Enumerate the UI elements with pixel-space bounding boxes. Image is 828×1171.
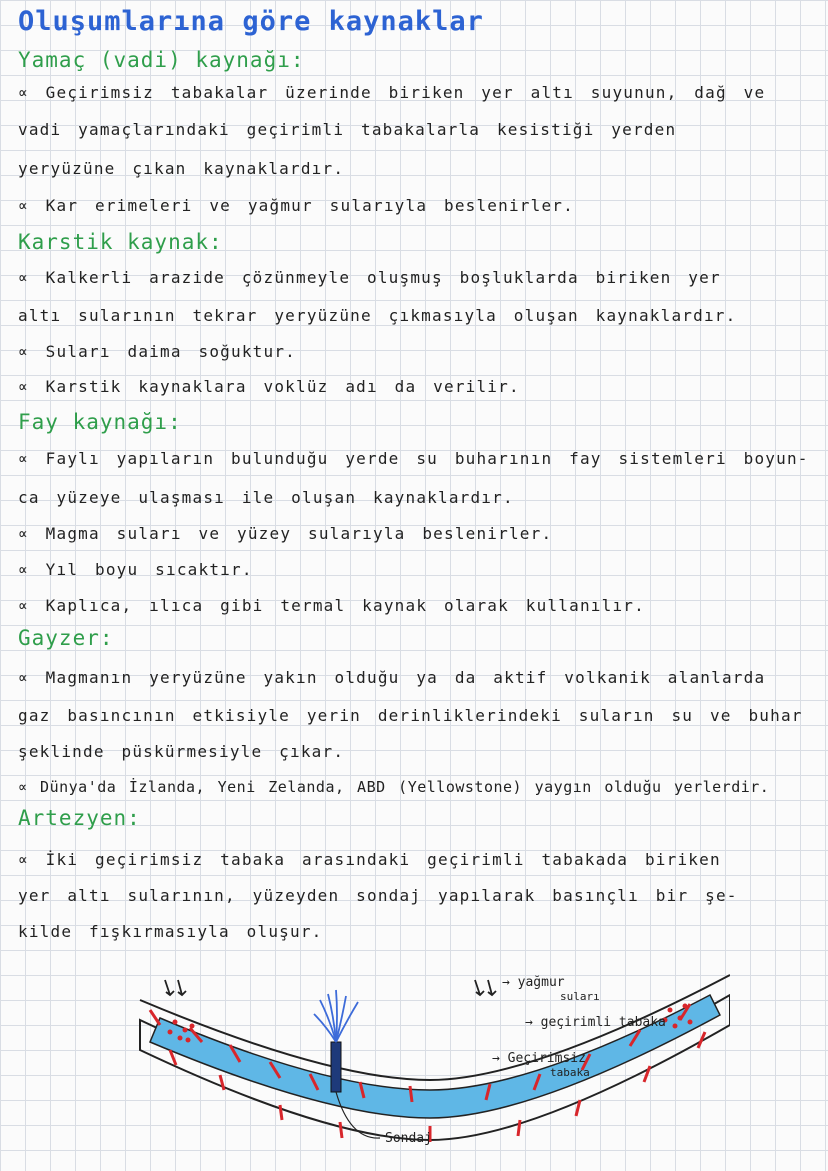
text-line: ∝ Kar erimeleri ve yağmur sularıyla beslenirler.: [18, 196, 574, 215]
text-line: ∝ Yıl boyu sıcaktır.: [18, 560, 253, 579]
text-line: ∝ Magma suları ve yüzey sularıyla beslenirler.: [18, 524, 553, 543]
artesian-diagram: [130, 970, 730, 1160]
text-line: ∝ Suları daima soğuktur.: [18, 342, 296, 361]
label-rain-2: suları: [560, 990, 600, 1003]
water-spray: [314, 990, 358, 1042]
heading-fay: Fay kaynağı:: [18, 410, 182, 434]
heading-karstik: Karstik kaynak:: [18, 230, 223, 254]
page-title: Oluşumlarına göre kaynaklar: [18, 6, 484, 37]
text-line: ∝ Magmanın yeryüzüne yakın olduğu ya da aktif volkanik alanlarda: [18, 668, 766, 687]
text-line: ∝ Kalkerli arazide çözünmeyle oluşmuş boşluklarda biriken yer: [18, 268, 721, 287]
label-sondaj: Sondaj: [385, 1131, 432, 1146]
text-line: ∝ Faylı yapıların bulunduğu yerde su buharının fay sistemleri boyun-: [18, 449, 809, 468]
text-line: şeklinde püskürmesiyle çıkar.: [18, 742, 345, 761]
text-line: ∝ Dünya'da İzlanda, Yeni Zelanda, ABD (Yellowstone) yaygın olduğu yerlerdir.: [18, 778, 770, 796]
text-line: yeryüzüne çıkan kaynaklardır.: [18, 159, 345, 178]
text-line: ∝ Kaplıca, ılıca gibi termal kaynak olarak kullanılır.: [18, 596, 645, 615]
text-line: yer altı sularının, yüzeyden sondaj yapılarak basınçlı bir şe-: [18, 886, 738, 905]
artesian-diagram-svg: [130, 970, 730, 1160]
text-line: ∝ Geçirimsiz tabakalar üzerinde biriken yer altı suyunun, dağ ve: [18, 83, 766, 102]
text-line: altı sularının tekrar yeryüzüne çıkmasıyla oluşan kaynaklardır.: [18, 306, 737, 325]
rain-arrows: [165, 980, 496, 995]
text-line: ∝ İki geçirimsiz tabaka arasındaki geçirimli tabakada biriken: [18, 850, 721, 869]
heading-yamac: Yamaç (vadi) kaynağı:: [18, 48, 305, 72]
label-impermeable-2: tabaka: [550, 1066, 590, 1079]
drill-pipe: [331, 1042, 341, 1092]
text-line: gaz basıncının etkisiyle yerin derinliklerindeki suların su ve buhar: [18, 706, 803, 725]
text-line: kilde fışkırmasıyla oluşur.: [18, 922, 323, 941]
label-impermeable: → Geçirimsiz: [492, 1051, 586, 1066]
label-rain: → yağmur: [502, 975, 565, 990]
heading-gayzer: Gayzer:: [18, 626, 114, 650]
label-permeable: → geçirimli tabaka: [525, 1015, 666, 1030]
heading-artezyen: Artezyen:: [18, 806, 141, 830]
text-line: vadi yamaçlarındaki geçirimli tabakalarla kesistiği yerden: [18, 120, 677, 139]
text-line: ∝ Karstik kaynaklara voklüz adı da verilir.: [18, 377, 520, 396]
text-line: ca yüzeye ulaşması ile oluşan kaynaklardır.: [18, 488, 514, 507]
